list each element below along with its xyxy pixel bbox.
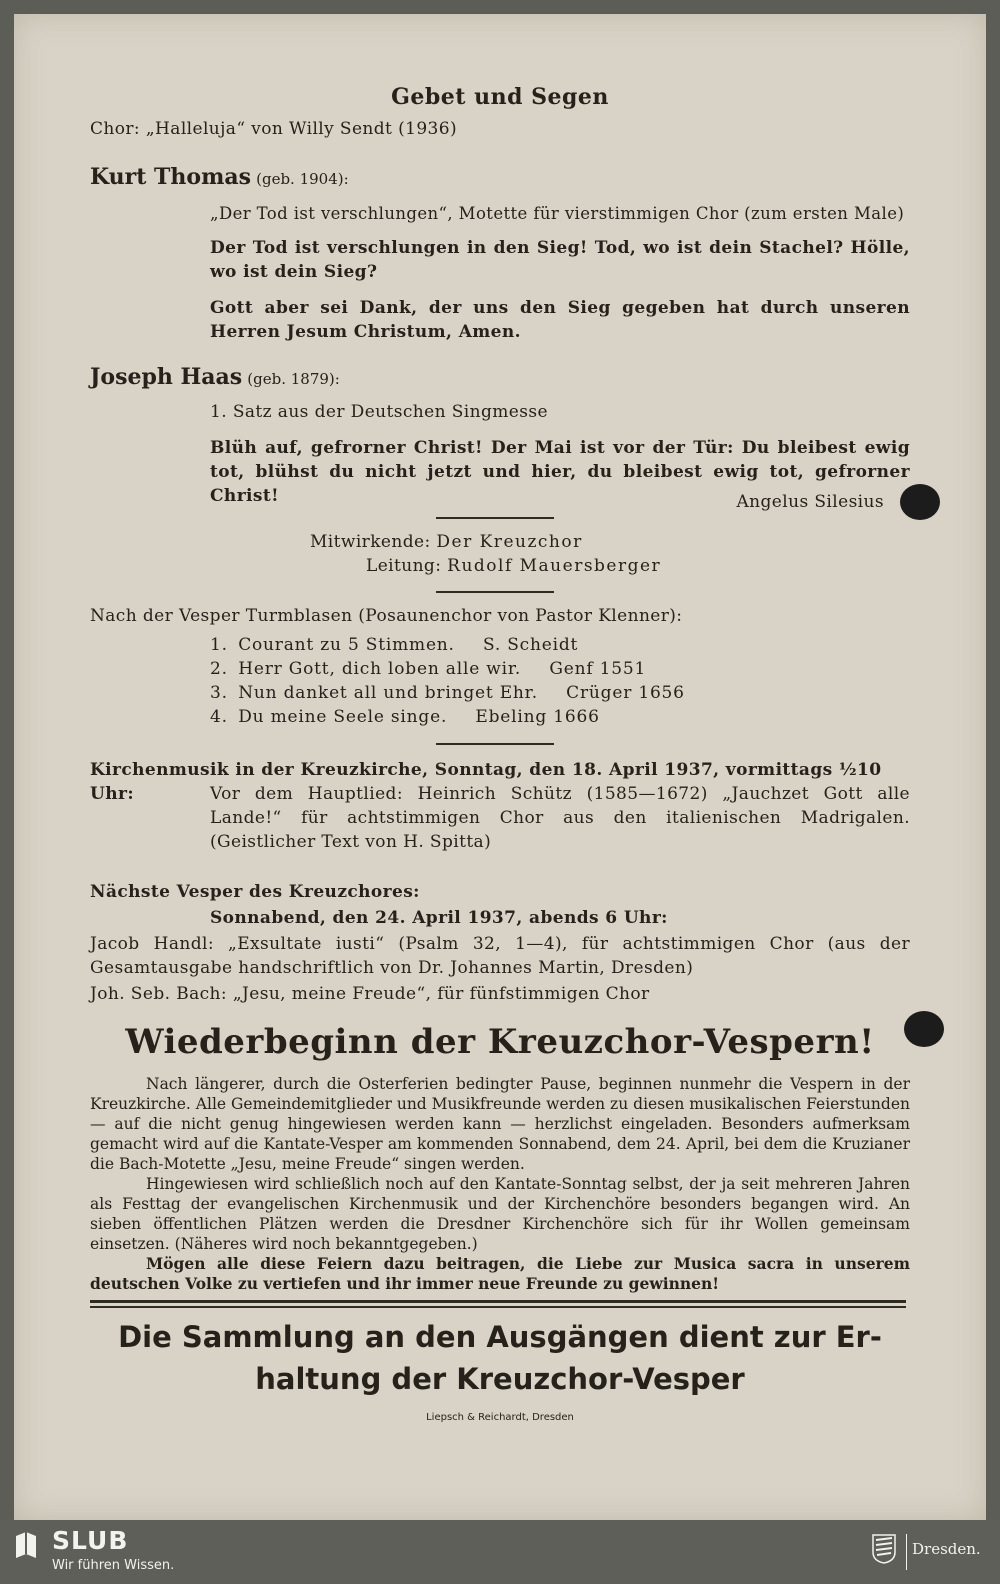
- dresden-logo[interactable]: Dresden.: [912, 1540, 981, 1558]
- divider: [436, 743, 554, 745]
- work-title: 1. Satz aus der Deutschen Singmesse: [210, 402, 548, 422]
- item-composer: Genf 1551: [549, 659, 647, 679]
- item-number: 3.: [210, 683, 228, 703]
- item-composer: S. Scheidt: [482, 635, 579, 655]
- composer-name: Kurt Thomas: [90, 164, 252, 190]
- double-rule: [90, 1300, 906, 1303]
- composer-haas: [90, 364, 910, 390]
- divider: [436, 591, 554, 593]
- work-title: „Der Tod ist verschlungen“, Motette für vierstimmigen Chor (zum ersten Male): [210, 204, 905, 223]
- footer-bar: [0, 1520, 1000, 1584]
- text-author: Angelus Silesius: [736, 492, 884, 512]
- choir-line: Chor: „Halleluja“ von Willy Sendt (1936): [90, 119, 458, 139]
- item-number: 4.: [210, 707, 228, 727]
- list-item: [210, 681, 870, 705]
- document-page: [14, 14, 986, 1520]
- church-music-detail: Vor dem Hauptlied: Heinrich Schütz (1585—1672) „Jauchzet Gott alle Lande!“ für achtstimmigen Chor aus den italienischen Madrigalen. (Geistlicher Text von H. Spitta): [210, 784, 910, 852]
- work-text: Gott aber sei Dank, der uns den Sieg gegeben hat durch unseren Herren Jesum Christum, Amen.: [210, 298, 910, 342]
- next-vesper-entry: Jacob Handl: „Exsultate iusti“ (Psalm 32, 1—4), für achtstimmigen Chor (aus der Gesamtausgabe handschriftlich von Dr. Johannes Martin, Dresden): [90, 934, 910, 978]
- item-composer: Ebeling 1666: [475, 707, 600, 727]
- slub-logo[interactable]: [14, 1526, 174, 1578]
- list-item: [210, 633, 870, 657]
- performers: [310, 530, 810, 578]
- list-item: [210, 657, 870, 681]
- item-number: 1.: [210, 635, 228, 655]
- announcement-paragraph: Nach längerer, durch die Osterferien bedingter Pause, beginnen nunmehr die Vespern in der Kreuzkirche. Alle Gemeindemitglieder und Musikfreunde werden zu diesen musikalischen Feierstunden — auf die nicht genug hingewiesen werden kann — herzlichst eingeladen. Besonders aufmerksam gemacht wird auf die Kantate-Vesper am kommenden Sonnabend, dem 24. April, bei dem die Kruzianer die Bach-Motette „Jesu, meine Freude“ singen werden.: [90, 1075, 910, 1173]
- logo-text: SLUB: [52, 1526, 129, 1555]
- collection-note: [74, 1316, 926, 1400]
- double-rule: [90, 1306, 906, 1308]
- item-title: Du meine Seele singe.: [238, 707, 448, 727]
- tower-list: [210, 633, 870, 729]
- collection-line: Die Sammlung an den Ausgängen dient zur Er-: [118, 1320, 882, 1354]
- composer-thomas: [90, 164, 910, 190]
- announcement-paragraph: Mögen alle diese Feiern dazu beitragen, die Liebe zur Musica sacra in unserem deutschen Volke zu vertiefen und ihr immer neue Freunde zu gewinnen!: [90, 1254, 910, 1293]
- next-vesper-entry: Joh. Seb. Bach: „Jesu, meine Freude“, für fünfstimmigen Chor: [90, 984, 650, 1004]
- tagline: Wir führen Wissen.: [52, 1558, 175, 1573]
- next-vesper-date: Sonnabend, den 24. April 1937, abends 6 Uhr:: [210, 908, 668, 928]
- item-title: Courant zu 5 Stimmen.: [238, 635, 455, 655]
- composer-dates: (geb. 1879):: [247, 370, 340, 388]
- printer-credit: Liepsch & Reichardt, Dresden: [426, 1412, 574, 1423]
- performers-label: Mitwirkende:: [310, 532, 431, 552]
- item-composer: Crüger 1656: [566, 683, 685, 703]
- book-icon: [14, 1530, 38, 1560]
- list-item: [210, 705, 870, 729]
- church-music-line: Kirchenmusik in der Kreuzkirche, Sonntag, den 18. April 1937, vormittags ½10 Uhr:: [90, 760, 882, 804]
- collection-line: haltung der Kreuzchor-Vesper: [255, 1362, 745, 1396]
- work-text: Der Tod ist verschlungen in den Sieg! Tod, wo ist dein Stachel? Hölle, wo ist dein Sieg?: [210, 238, 910, 282]
- next-vesper-heading: Nächste Vesper des Kreuzchores:: [90, 882, 420, 902]
- divider: [436, 517, 554, 519]
- performers-value: Der Kreuzchor: [436, 532, 583, 552]
- composer-name: Joseph Haas: [90, 364, 243, 390]
- item-number: 2.: [210, 659, 228, 679]
- item-title: Nun danket all und bringet Ehr.: [238, 683, 538, 703]
- conductor-label: Leitung:: [366, 556, 442, 576]
- work-text: Blüh auf, gefrorner Christ! Der Mai ist vor der Tür: Du bleibest ewig tot, blühst du nicht jetzt und hier, du bleibest ewig tot, gefrorner Christ!: [210, 438, 910, 506]
- item-title: Herr Gott, dich loben alle wir.: [238, 659, 522, 679]
- footer-divider: [906, 1534, 907, 1570]
- tower-intro: Nach der Vesper Turmblasen (Posaunenchor von Pastor Klenner):: [90, 606, 683, 626]
- announcement-title: Wiederbeginn der Kreuzchor-Vespern!: [125, 1022, 875, 1062]
- composer-dates: (geb. 1904):: [256, 170, 349, 188]
- section-title: Gebet und Segen: [391, 84, 609, 110]
- saxony-coat-of-arms-icon: [872, 1534, 896, 1564]
- conductor-value: Rudolf Mauersberger: [447, 556, 662, 576]
- announcement-paragraph: Hingewiesen wird schließlich noch auf den Kantate-Sonntag selbst, der ja seit mehreren Jahren als Festtag der evangelischen Kirchenmusik und der Kirchenchöre besonders begangen wird. An sieben öffentlichen Plätzen werden die Dresdner Kirchenchöre sich für ihr Wollen gemeinsam einsetzen. (Näheres wird noch bekanntgegeben.): [90, 1175, 910, 1253]
